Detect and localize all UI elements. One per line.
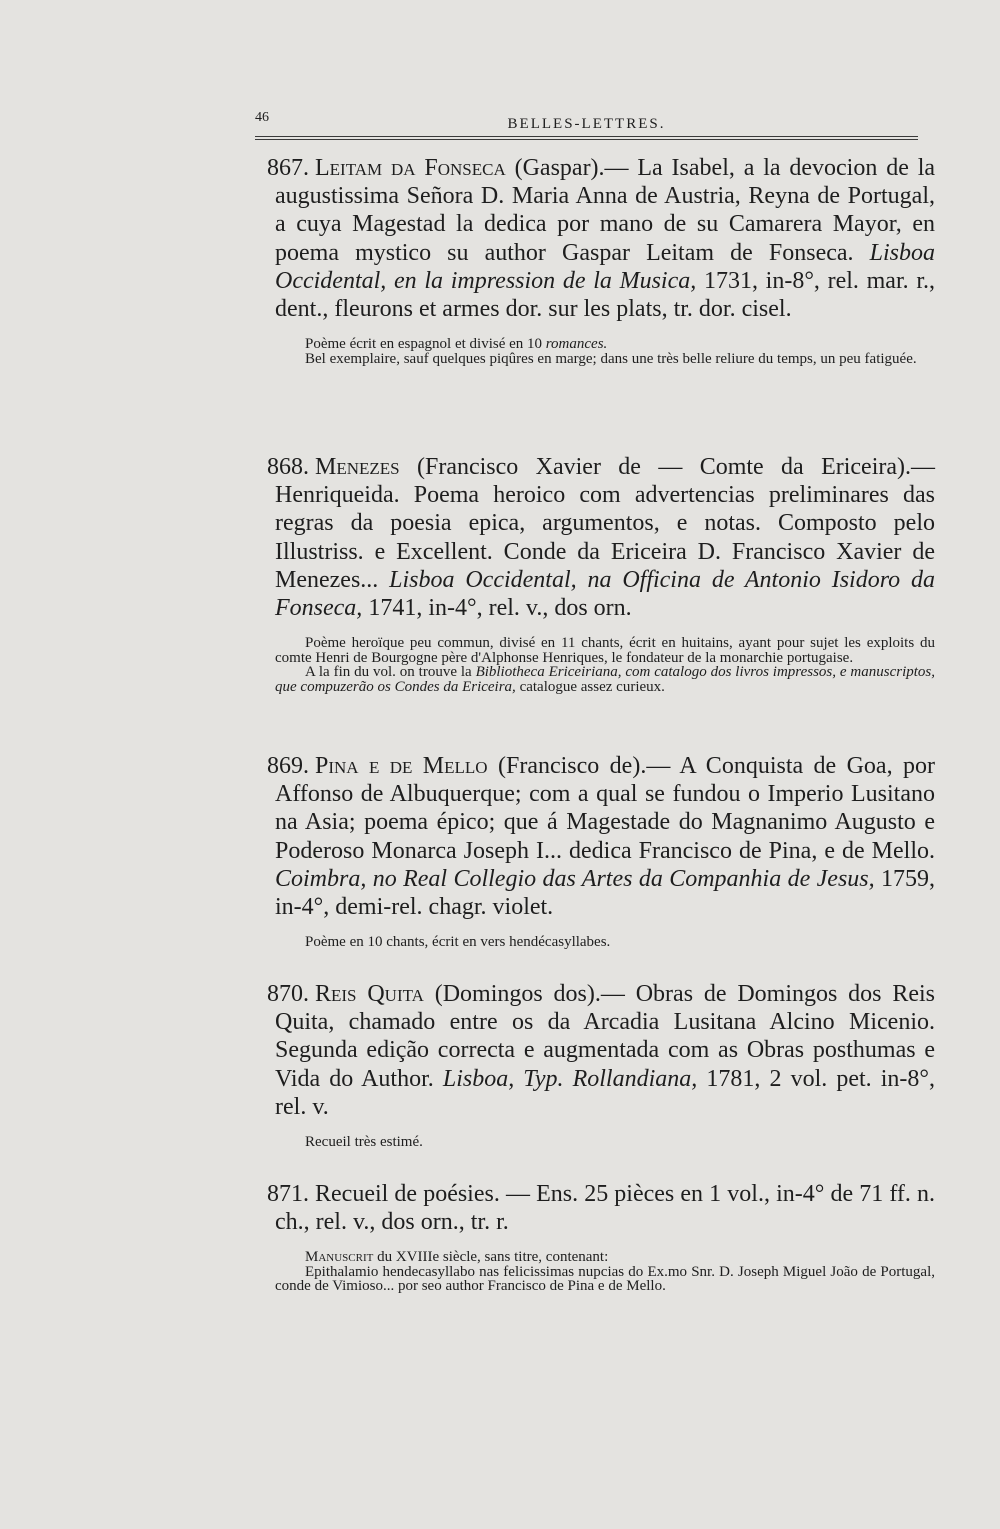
note-text: A la fin du vol. on trouve la <box>305 664 472 681</box>
note-text-italic: Bibliotheca Ericeiriana, com catalogo dos livros impressos, e manuscriptos, que compuzerão os Condes da Ericeira, <box>275 664 935 695</box>
entry-text <box>267 154 936 323</box>
entry-869 <box>267 752 936 951</box>
entry-imprint: Coimbra, no Real Collegio das Artes da Companhia de Jesus, <box>275 865 875 892</box>
entry-note: Poème en 10 chants, écrit en vers hendécasyllabes. <box>305 934 611 951</box>
entry-author: Pina e de Mello <box>315 753 488 779</box>
entry-note: Epithalamio hendecasyllabo nas felicissimas nupcias do Ex.mo Snr. D. Joseph Miguel João de Portugal, conde de Vimioso... por seo author Francisco de Pina e de Mello. <box>275 1263 935 1295</box>
entry-title: Recueil de poésies. — Ens. 25 pièces en 1 vol., in-4° de 71 ff. n. ch., rel. v., dos orn., tr. r. <box>275 1181 935 1236</box>
entry-imprint: Lisboa, Typ. Rollandiana, <box>442 1065 698 1092</box>
entry-author-given: (Francisco Xavier de — Comte da Ericeira). <box>416 454 912 480</box>
entry-title: — Obras de Domingos dos Reis Quita, chamado entre os da Arcadia Lusitana Alcino Micenio. Segunda edição correcta e augmentada com as Obras posthumas e Vida do Author. <box>275 981 935 1092</box>
entry-note <box>275 1250 935 1265</box>
page-number: 46 <box>255 110 269 125</box>
entry-text <box>267 453 936 622</box>
entry-details: 1759, in-4°, demi-rel. chagr. violet. <box>275 865 936 921</box>
entry-number: 870. <box>267 981 309 1007</box>
entry-author-given: (Domingos dos). <box>434 981 601 1007</box>
entry-868 <box>267 453 936 695</box>
entry-number: 871. <box>267 1181 309 1207</box>
entry-details: 1741, in-4°, rel. v., dos orn. <box>368 595 632 622</box>
note-text: Poème écrit en espagnol et divisé en 10 <box>305 336 543 353</box>
running-title: BELLES-LETTRES. <box>507 116 666 132</box>
entry-title: — La Isabel, a la devocion de la augustissima Señora D. Maria Anna de Austria, Reyna de Portugal, a cuya Magestad la dedica por mano de su Camarera Mayor, en poema mystico su author Gaspar Leitam de Fonseca. <box>275 155 936 266</box>
entry-imprint: Lisboa Occidental, en la impression de la Musica, <box>275 239 936 294</box>
entry-number: 867. <box>267 155 309 181</box>
entry-text <box>267 752 936 921</box>
header-rule <box>255 136 918 137</box>
entry-note: Poème heroïque peu commun, divisé en 11 chants, écrit en huitains, ayant pour sujet les exploits du comte Henri de Bourgogne père d'Alphonse Henriques, le fondateur de la monarchie portugaise. <box>275 635 935 666</box>
entry-author: Menezes <box>315 454 400 480</box>
entry-867 <box>267 154 936 367</box>
header-rule-double <box>255 139 918 140</box>
entry-title: — Henriqueida. Poema heroico com advertencias preliminares das regras da poesia epica, argumentos, e notas. Composto pelo Illustriss. e Excellent. Conde da Ericeira D. Francisco Xavier de Menezes... <box>275 454 936 593</box>
entry-number: 868. <box>267 454 309 480</box>
entry-author-given: (Francisco de). <box>497 753 647 779</box>
entry-author-given: (Gaspar). <box>514 155 605 181</box>
entry-note: Bel exemplaire, sauf quelques piqûres en marge; dans une très belle reliure du temps, un peu fatiguée. <box>305 350 917 367</box>
entry-author: Reis Quita <box>315 981 424 1007</box>
note-text-smallcaps: Manuscrit <box>305 1249 374 1266</box>
entry-title: — A Conquista de Goa, por Affonso de Albuquerque; com a qual se fundou o Imperio Lusitano na Asia; poema épico; que á Magestade do Magnanimo Augusto e Poderoso Monarca Joseph I... dedica Francisco de Pina, e de Mello. <box>275 753 935 864</box>
page-header <box>255 110 918 140</box>
entry-author: Leitam da Fonseca <box>315 155 506 181</box>
note-text-italic: romances. <box>545 336 608 353</box>
entry-details: 1731, in-8°, rel. mar. r., dent., fleurons et armes dor. sur les plats, tr. dor. cisel. <box>275 267 935 323</box>
entry-note: Recueil très estimé. <box>305 1134 423 1151</box>
entry-871 <box>267 1180 935 1295</box>
note-text: du XVIIIe siècle, sans titre, contenant: <box>377 1249 609 1266</box>
entry-870 <box>267 980 935 1151</box>
note-text: catalogue assez curieux. <box>519 678 665 695</box>
entry-number: 869. <box>267 753 309 779</box>
entry-text <box>267 980 935 1121</box>
entry-note <box>275 337 935 352</box>
entry-details: 1781, 2 vol. pet. in-8°, rel. v. <box>275 1065 935 1120</box>
entry-note <box>275 665 935 694</box>
entry-imprint: Lisboa Occidental, na Officina de Antonio Isidoro da Fonseca, <box>275 566 936 622</box>
entry-text <box>267 1180 935 1236</box>
